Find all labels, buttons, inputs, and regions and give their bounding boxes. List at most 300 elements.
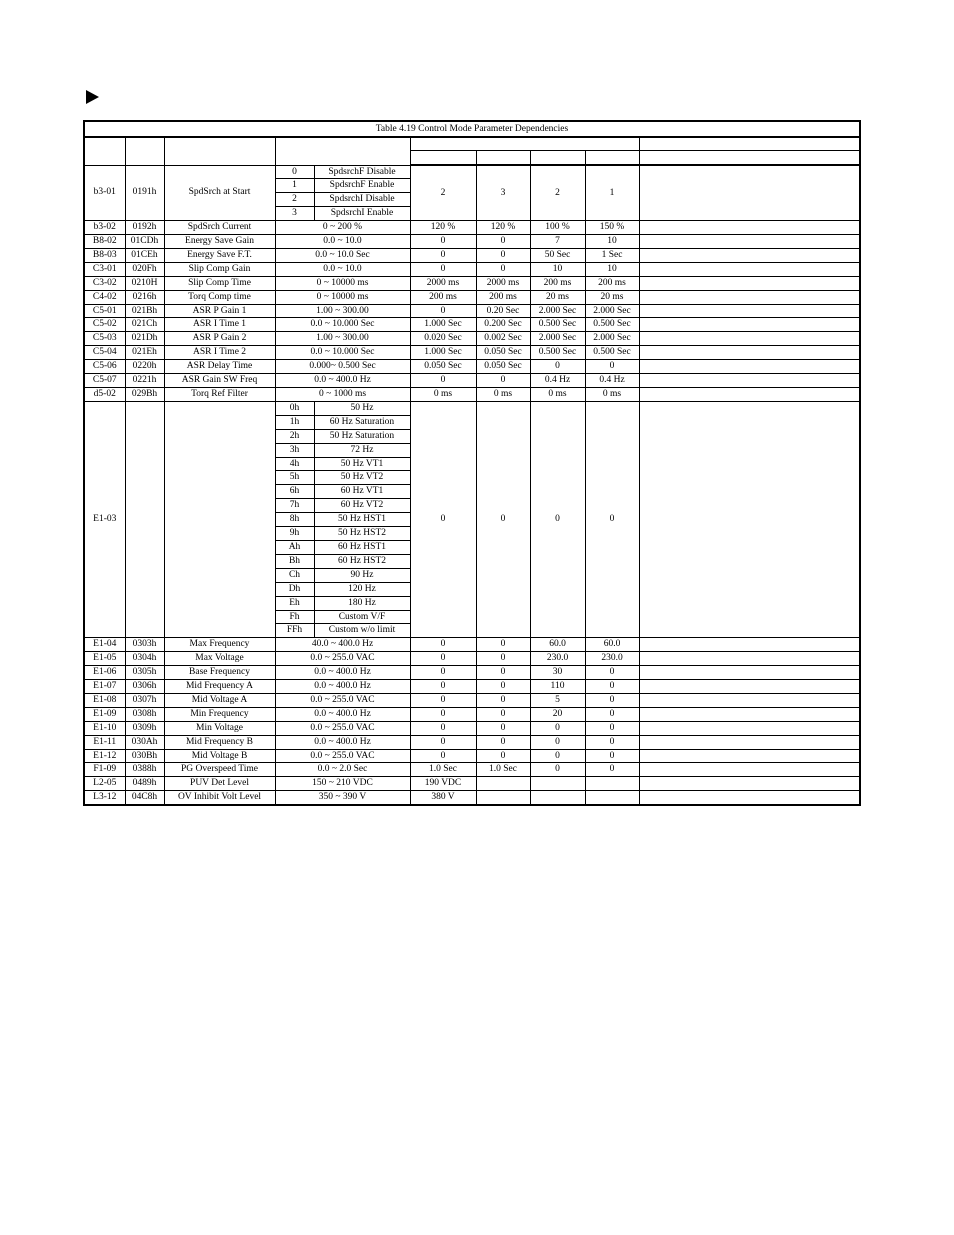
mode-default-value: 5 <box>530 693 585 707</box>
mode-default-value: 0.20 Sec <box>476 304 530 318</box>
blank-cell <box>639 680 860 694</box>
param-number: C5-07 <box>84 374 125 388</box>
mode-default-value: 0.020 Sec <box>410 332 476 346</box>
mode-default-value: 1.000 Sec <box>410 346 476 360</box>
option-label: 60 Hz HST1 <box>314 540 410 554</box>
param-name: ASR I Time 2 <box>164 346 275 360</box>
mode-default-value: 0 <box>530 721 585 735</box>
setting-range: 1.00 ~ 300.00 <box>275 332 410 346</box>
blank-cell <box>639 388 860 402</box>
modbus-address: 04C8h <box>125 791 164 805</box>
option-label: Custom V/F <box>314 610 410 624</box>
blank-cell <box>639 165 860 221</box>
setting-range: 0.0 ~ 400.0 Hz <box>275 680 410 694</box>
option-label: SpdsrchF Disable <box>314 166 410 179</box>
mode-default-value: 0 <box>410 666 476 680</box>
header-cell <box>164 137 275 165</box>
blank-cell <box>639 652 860 666</box>
mode-default-value: 0 <box>530 401 585 637</box>
blank-cell <box>639 290 860 304</box>
mode-default-value: 190 VDC <box>410 777 476 791</box>
param-name: OV Inhibit Volt Level <box>164 791 275 805</box>
blank-cell <box>639 638 860 652</box>
param-number: L2-05 <box>84 777 125 791</box>
section-arrow-icon <box>86 90 99 104</box>
option-label: 50 Hz VT2 <box>314 471 410 485</box>
mode-default-value: 110 <box>530 680 585 694</box>
mode-default-value: 2 <box>530 165 585 221</box>
param-number: E1-10 <box>84 721 125 735</box>
mode-default-value: 1.0 Sec <box>410 763 476 777</box>
option-row <box>276 540 410 554</box>
setting-range: 0.0 ~ 255.0 VAC <box>275 693 410 707</box>
param-number: C5-03 <box>84 332 125 346</box>
modbus-address: 0306h <box>125 680 164 694</box>
param-number: b3-02 <box>84 221 125 235</box>
mode-default-value: 0 <box>410 693 476 707</box>
option-row <box>276 513 410 527</box>
param-name: Mid Voltage B <box>164 749 275 763</box>
mode-default-value: 0 <box>476 749 530 763</box>
mode-default-value: 0.4 Hz <box>585 374 639 388</box>
setting-range: 40.0 ~ 400.0 Hz <box>275 638 410 652</box>
table-row <box>84 791 860 805</box>
table-row <box>84 693 860 707</box>
table-row <box>84 388 860 402</box>
blank-cell <box>639 318 860 332</box>
modbus-address: 0307h <box>125 693 164 707</box>
mode-default-value: 0 <box>585 360 639 374</box>
mode-default-value: 0 <box>410 401 476 637</box>
blank-cell <box>639 248 860 262</box>
param-name: Energy Save F.T. <box>164 248 275 262</box>
mode-default-value: 0 <box>585 666 639 680</box>
mode-default-value: 0 <box>585 707 639 721</box>
blank-cell <box>639 262 860 276</box>
mode-default-value: 1.0 Sec <box>476 763 530 777</box>
mode-default-value: 2 <box>410 165 476 221</box>
mode-default-value: 230.0 <box>530 652 585 666</box>
param-name: Mid Voltage A <box>164 693 275 707</box>
modbus-address: 0191h <box>125 165 164 221</box>
param-number: E1-12 <box>84 749 125 763</box>
mode-default-value: 0 <box>410 680 476 694</box>
mode-default-value: 3 <box>476 165 530 221</box>
option-label: 90 Hz <box>314 568 410 582</box>
modbus-address: 0216h <box>125 290 164 304</box>
mode-default-value: 120 % <box>410 221 476 235</box>
mode-default-value: 0 <box>530 360 585 374</box>
modbus-address: 0210H <box>125 276 164 290</box>
mode-default-value <box>585 791 639 805</box>
modbus-address <box>125 401 164 637</box>
option-code: 6h <box>276 485 315 499</box>
mode-default-value: 0 <box>476 680 530 694</box>
setting-range: 0.000~ 0.500 Sec <box>275 360 410 374</box>
setting-range: 0.0 ~ 10.0 Sec <box>275 248 410 262</box>
modbus-address: 01CDh <box>125 235 164 249</box>
mode-default-value: 2.000 Sec <box>530 304 585 318</box>
mode-default-value: 0 <box>410 235 476 249</box>
mode-default-value: 20 <box>530 707 585 721</box>
param-name: Torq Comp time <box>164 290 275 304</box>
mode-default-value: 0 <box>585 693 639 707</box>
option-row <box>276 610 410 624</box>
param-name: ASR Delay Time <box>164 360 275 374</box>
table-row <box>84 235 860 249</box>
mode-default-value: 200 ms <box>585 276 639 290</box>
modbus-address: 030Bh <box>125 749 164 763</box>
param-name: Max Frequency <box>164 638 275 652</box>
option-label: 50 Hz <box>314 402 410 415</box>
option-code: 7h <box>276 499 315 513</box>
option-row <box>276 179 410 193</box>
option-label: 120 Hz <box>314 582 410 596</box>
option-row <box>276 193 410 207</box>
mode-default-value: 0 <box>476 401 530 637</box>
option-row <box>276 415 410 429</box>
setting-range: 350 ~ 390 V <box>275 791 410 805</box>
modbus-address: 029Bh <box>125 388 164 402</box>
mode-default-value: 0 <box>585 763 639 777</box>
blank-cell <box>639 666 860 680</box>
table-row <box>84 276 860 290</box>
blank-cell <box>639 332 860 346</box>
option-code: 0h <box>276 402 315 415</box>
option-row <box>276 402 410 415</box>
option-label: 180 Hz <box>314 596 410 610</box>
mode-default-value: 20 ms <box>585 290 639 304</box>
setting-options <box>275 401 410 637</box>
modbus-address: 020Fh <box>125 262 164 276</box>
table-row <box>84 221 860 235</box>
option-row <box>276 499 410 513</box>
option-label: SpdsrchI Enable <box>330 208 394 219</box>
mode-default-value: 0.002 Sec <box>476 332 530 346</box>
param-number: C3-02 <box>84 276 125 290</box>
blank-cell <box>639 360 860 374</box>
param-name: Energy Save Gain <box>164 235 275 249</box>
table-row <box>84 763 860 777</box>
blank-cell <box>639 763 860 777</box>
table-row <box>84 401 860 637</box>
table-row <box>84 290 860 304</box>
setting-range: 0.0 ~ 10.0 <box>275 262 410 276</box>
param-name: PG Overspeed Time <box>164 763 275 777</box>
modbus-address: 0305h <box>125 666 164 680</box>
mode-default-value: 0 <box>476 235 530 249</box>
param-name: Mid Frequency B <box>164 735 275 749</box>
option-label: 50 Hz Saturation <box>314 429 410 443</box>
option-label: 50 Hz HST1 <box>314 513 410 527</box>
option-row <box>276 527 410 541</box>
table-row <box>84 652 860 666</box>
header-cell <box>410 137 639 151</box>
param-name: SpdSrch Current <box>164 221 275 235</box>
setting-range: 0.0 ~ 10.000 Sec <box>275 318 410 332</box>
param-name: Base Frequency <box>164 666 275 680</box>
mode-default-value: 120 % <box>476 221 530 235</box>
blank-cell <box>639 735 860 749</box>
modbus-address: 0489h <box>125 777 164 791</box>
option-code: Fh <box>276 610 315 624</box>
param-name: Min Frequency <box>164 707 275 721</box>
modbus-address: 0220h <box>125 360 164 374</box>
option-label: SpdsrchI Disable <box>314 193 410 207</box>
modbus-address: 0221h <box>125 374 164 388</box>
mode-default-value: 0 <box>410 707 476 721</box>
param-number: E1-05 <box>84 652 125 666</box>
mode-default-value: 30 <box>530 666 585 680</box>
param-number: E1-08 <box>84 693 125 707</box>
param-number: E1-03 <box>84 401 125 637</box>
param-name: ASR P Gain 2 <box>164 332 275 346</box>
mode-default-value: 0.4 Hz <box>530 374 585 388</box>
blank-cell <box>639 346 860 360</box>
mode-default-value: 230.0 <box>585 652 639 666</box>
mode-default-value: 0 <box>476 707 530 721</box>
mode-default-value: 0 <box>585 735 639 749</box>
param-number: B8-03 <box>84 248 125 262</box>
mode-default-value: 2000 ms <box>476 276 530 290</box>
option-row <box>276 457 410 471</box>
modbus-address: 0388h <box>125 763 164 777</box>
param-number: C3-01 <box>84 262 125 276</box>
mode-default-value: 0.050 Sec <box>410 360 476 374</box>
table-row <box>84 721 860 735</box>
blank-cell <box>639 304 860 318</box>
option-row <box>276 554 410 568</box>
option-row <box>276 166 410 179</box>
option-code: Eh <box>276 596 315 610</box>
header-cell <box>410 151 476 166</box>
mode-default-value: 0 <box>530 763 585 777</box>
param-name <box>164 401 275 637</box>
option-row <box>276 429 410 443</box>
blank-cell <box>639 401 860 637</box>
mode-default-value: 0.500 Sec <box>530 318 585 332</box>
mode-default-value: 200 ms <box>476 290 530 304</box>
mode-default-value: 0 <box>476 693 530 707</box>
option-code: 1h <box>276 415 315 429</box>
setting-range: 0.0 ~ 255.0 VAC <box>275 721 410 735</box>
mode-default-value: 0 <box>476 638 530 652</box>
param-number: E1-04 <box>84 638 125 652</box>
param-name: PUV Det Level <box>164 777 275 791</box>
option-code: 0 <box>276 166 315 179</box>
option-label: 60 Hz VT1 <box>314 485 410 499</box>
mode-default-value: 0 <box>476 652 530 666</box>
table-row <box>84 346 860 360</box>
blank-cell <box>639 777 860 791</box>
mode-default-value: 10 <box>585 262 639 276</box>
mode-default-value: 60.0 <box>585 638 639 652</box>
mode-default-value: 0 <box>410 304 476 318</box>
modbus-address: 0192h <box>125 221 164 235</box>
mode-default-value: 0 <box>410 262 476 276</box>
param-name: Max Voltage <box>164 652 275 666</box>
param-number: C5-06 <box>84 360 125 374</box>
setting-range: 150 ~ 210 VDC <box>275 777 410 791</box>
mode-default-value: 20 ms <box>530 290 585 304</box>
mode-default-value: 1 <box>585 165 639 221</box>
mode-default-value: 50 Sec <box>530 248 585 262</box>
header-cell <box>476 151 530 166</box>
option-label: 60 Hz HST2 <box>314 554 410 568</box>
mode-default-value: 0 ms <box>530 388 585 402</box>
modbus-address: 01CEh <box>125 248 164 262</box>
option-code: 2 <box>276 193 315 207</box>
param-name: Min Voltage <box>164 721 275 735</box>
option-label: 60 Hz VT2 <box>314 499 410 513</box>
mode-default-value: 0 <box>585 721 639 735</box>
mode-default-value <box>530 791 585 805</box>
param-name: ASR P Gain 1 <box>164 304 275 318</box>
mode-default-value: 0 ms <box>410 388 476 402</box>
mode-default-value <box>476 791 530 805</box>
param-number: L3-12 <box>84 791 125 805</box>
param-number: C5-01 <box>84 304 125 318</box>
table-row <box>84 248 860 262</box>
blank-cell <box>639 693 860 707</box>
mode-default-value: 10 <box>585 235 639 249</box>
mode-default-value: 0 <box>410 735 476 749</box>
blank-cell <box>639 707 860 721</box>
mode-default-value: 2.000 Sec <box>530 332 585 346</box>
param-number: E1-06 <box>84 666 125 680</box>
option-label: 50 Hz VT1 <box>314 457 410 471</box>
mode-default-value: 0.500 Sec <box>585 346 639 360</box>
mode-default-value: 150 % <box>585 221 639 235</box>
modbus-address: 0304h <box>125 652 164 666</box>
table-row <box>84 749 860 763</box>
table-caption: Table 4.19 Control Mode Parameter Dependencies <box>84 121 860 137</box>
mode-default-value: 0 <box>476 721 530 735</box>
setting-range: 0.0 ~ 400.0 Hz <box>275 374 410 388</box>
mode-default-value: 0.200 Sec <box>476 318 530 332</box>
mode-default-value: 0 <box>585 401 639 637</box>
option-row <box>276 624 410 637</box>
table-row <box>84 735 860 749</box>
mode-default-value: 0 <box>476 374 530 388</box>
table-row <box>84 777 860 791</box>
mode-default-value: 10 <box>530 262 585 276</box>
mode-default-value: 0 <box>476 248 530 262</box>
table-row <box>84 318 860 332</box>
mode-default-value: 0.050 Sec <box>476 360 530 374</box>
mode-default-value: 0 <box>476 735 530 749</box>
setting-range: 0 ~ 10000 ms <box>275 276 410 290</box>
header-cell <box>84 137 125 165</box>
param-number: C4-02 <box>84 290 125 304</box>
option-code: 2h <box>276 429 315 443</box>
param-name: ASR Gain SW Freq <box>164 374 275 388</box>
setting-range: 1.00 ~ 300.00 <box>275 304 410 318</box>
param-number: b3-01 <box>84 165 125 221</box>
blank-cell <box>639 374 860 388</box>
mode-default-value: 0 <box>585 680 639 694</box>
setting-range: 0 ~ 10000 ms <box>275 290 410 304</box>
mode-default-value: 0 ms <box>476 388 530 402</box>
control-mode-dependency-table <box>83 120 861 806</box>
header-cell <box>125 137 164 165</box>
option-code: Ah <box>276 540 315 554</box>
blank-cell <box>639 221 860 235</box>
mode-default-value: 0 <box>530 735 585 749</box>
setting-range: 0.0 ~ 10.000 Sec <box>275 346 410 360</box>
mode-default-value: 0 <box>476 666 530 680</box>
mode-default-value: 200 ms <box>530 276 585 290</box>
option-row <box>276 207 410 220</box>
blank-cell <box>639 235 860 249</box>
modbus-address: 0308h <box>125 707 164 721</box>
option-label: 50 Hz HST2 <box>314 527 410 541</box>
param-number: C5-04 <box>84 346 125 360</box>
header-cell <box>639 137 860 151</box>
option-code: 1 <box>276 179 315 193</box>
mode-default-value <box>476 777 530 791</box>
option-code: 9h <box>276 527 315 541</box>
setting-range: 0.0 ~ 400.0 Hz <box>275 735 410 749</box>
table-row <box>84 680 860 694</box>
table-row <box>84 374 860 388</box>
modbus-address: 0309h <box>125 721 164 735</box>
setting-range: 0.0 ~ 10.0 <box>275 235 410 249</box>
table-row <box>84 332 860 346</box>
mode-default-value: 0 <box>476 262 530 276</box>
param-number: B8-02 <box>84 235 125 249</box>
option-code: 5h <box>276 471 315 485</box>
param-number: E1-07 <box>84 680 125 694</box>
table-row <box>84 360 860 374</box>
param-name: Mid Frequency A <box>164 680 275 694</box>
option-label: SpdsrchF Enable <box>314 179 410 193</box>
mode-default-value: 60.0 <box>530 638 585 652</box>
table-row <box>84 666 860 680</box>
param-number: F1-09 <box>84 763 125 777</box>
modbus-address: 0303h <box>125 638 164 652</box>
header-row <box>84 137 860 151</box>
mode-default-value <box>585 777 639 791</box>
modbus-address: 030Ah <box>125 735 164 749</box>
header-cell <box>530 151 585 166</box>
option-code: Dh <box>276 582 315 596</box>
mode-default-value: 1 Sec <box>585 248 639 262</box>
mode-default-value: 0 <box>410 749 476 763</box>
mode-default-value: 0.500 Sec <box>585 318 639 332</box>
setting-range: 0.0 ~ 400.0 Hz <box>275 666 410 680</box>
mode-default-value: 0 <box>410 652 476 666</box>
setting-range: 0.0 ~ 400.0 Hz <box>275 707 410 721</box>
option-label: 72 Hz <box>314 443 410 457</box>
mode-default-value: 0.050 Sec <box>476 346 530 360</box>
param-name: Slip Comp Time <box>164 276 275 290</box>
table-row <box>84 165 860 221</box>
option-label: Custom w/o limit <box>328 625 396 636</box>
setting-range: 0.0 ~ 255.0 VAC <box>275 652 410 666</box>
mode-default-value: 7 <box>530 235 585 249</box>
param-name: ASR I Time 1 <box>164 318 275 332</box>
blank-cell <box>639 791 860 805</box>
table-row <box>84 638 860 652</box>
option-code: FFh <box>276 624 315 637</box>
option-row <box>276 582 410 596</box>
option-code: 8h <box>276 513 315 527</box>
mode-default-value: 0 <box>530 749 585 763</box>
param-name: Torq Ref Filter <box>164 388 275 402</box>
mode-default-value: 100 % <box>530 221 585 235</box>
param-name: SpdSrch at Start <box>164 165 275 221</box>
